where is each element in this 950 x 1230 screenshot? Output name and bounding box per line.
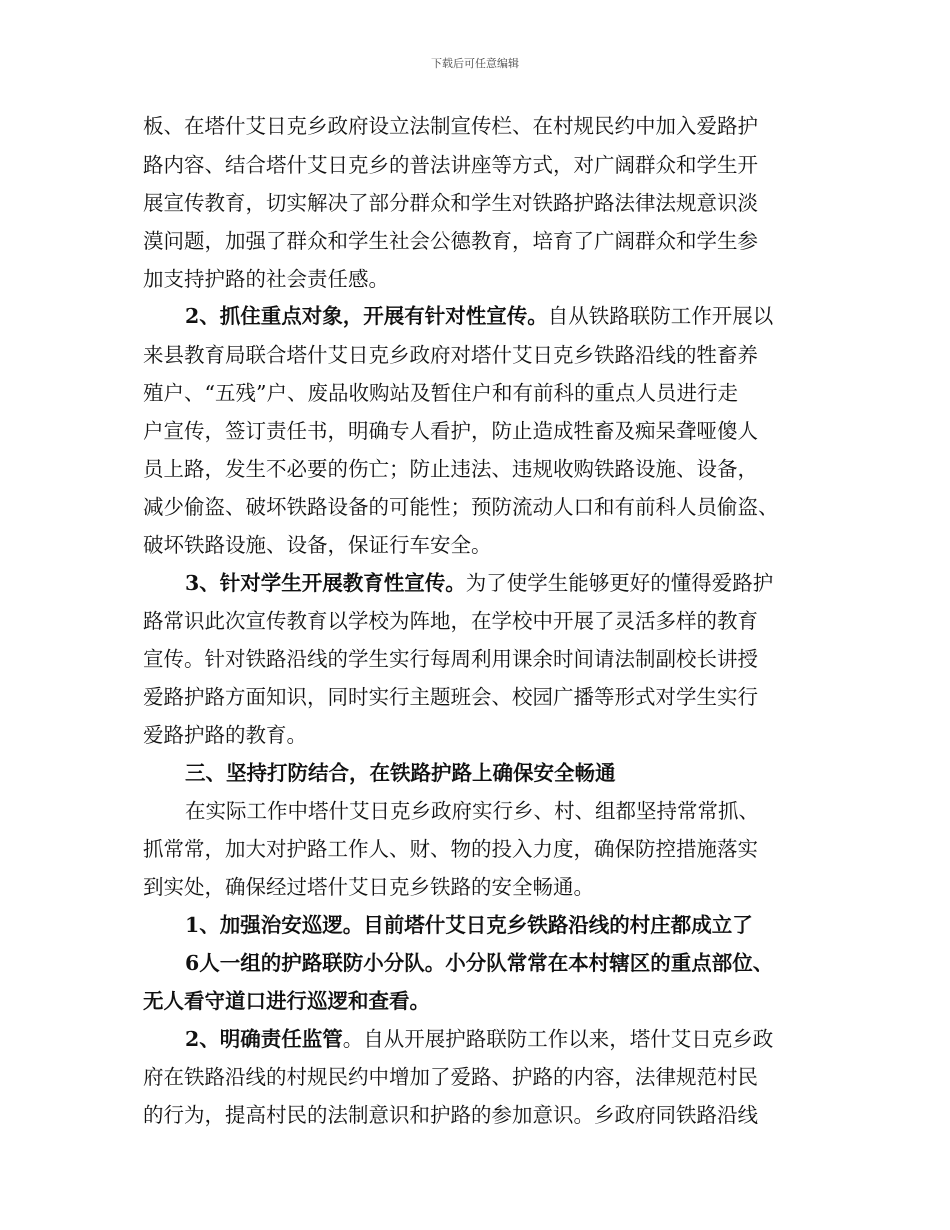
paragraph-text: 自从铁路联防工作开展以 — [547, 304, 774, 328]
paragraph-text: 为了使学生能够更好的懂得爱路护 — [465, 571, 774, 595]
paragraph-heading: 3、针对学生开展教育性宣传。 — [185, 571, 466, 595]
text-line: 户宣传，签订责任书，明确专人看护，防止造成牲畜及痴呆聋哑傻人 — [143, 419, 758, 443]
text-line: 爱路护路的教育。 — [143, 723, 307, 747]
text-line: 板、在塔什艾日克乡政府设立法制宣传栏、在村规民约中加入爱路护 — [143, 114, 758, 138]
text-line: 抓常常，加大对护路工作人、财、物的投入力度，确保防控措施落实 — [143, 837, 758, 861]
text-line: 来县教育局联合塔什艾日克乡政府对塔什艾日克乡铁路沿线的牲畜养 — [143, 343, 758, 367]
section-heading: 三、坚持打防结合，在铁路护路上确保安全畅通 — [185, 761, 616, 785]
paragraph-first-line — [185, 306, 773, 327]
text-line: 破坏铁路设施、设备，保证行车安全。 — [143, 533, 492, 557]
text-line: 加支持护路的社会责任感。 — [143, 267, 389, 291]
paragraph-heading: 2、抓住重点对象，开展有针对性宣传。 — [185, 304, 548, 328]
bold-text-line: 无人看守道口进行巡逻和查看。 — [143, 989, 430, 1013]
text-line: 到实处，确保经过塔什艾日克乡铁路的安全畅通。 — [143, 875, 594, 899]
text-line: 殖户、“五残”户、废品收购站及暂住户和有前科的重点人员进行走 — [143, 381, 738, 405]
text-line: 在实际工作中塔什艾日克乡政府实行乡、村、组都坚持常常抓、 — [185, 799, 759, 823]
text-line: 路常识此次宣传教育以学校为阵地，在学校中开展了灵活多样的教育 — [143, 609, 758, 633]
text-line: 的行为，提高村民的法制意识和护路的参加意识。乡政府同铁路沿线 — [143, 1103, 758, 1127]
text-line: 展宣传教育，切实解决了部分群众和学生对铁路护路法律法规意识淡 — [143, 191, 758, 215]
text-line: 路内容、结合塔什艾日克乡的普法讲座等方式，对广阔群众和学生开 — [143, 153, 758, 177]
text-line: 员上路，发生不必要的伤亡；防止违法、违规收购铁路设施、设备， — [143, 457, 758, 481]
paragraph-first-line — [185, 573, 773, 594]
text-line: 宣传。针对铁路沿线的学生实行每周利用课余时间请法制副校长讲授 — [143, 647, 758, 671]
text-line: 漠问题，加强了群众和学生社会公德教育，培育了广阔群众和学生参 — [143, 229, 758, 253]
bold-text-line: 6人一组的护路联防小分队。小分队常常在本村辖区的重点部位、 — [185, 951, 774, 975]
text-line: 减少偷盗、破坏铁路设备的可能性；预防流动人口和有前科人员偷盗、 — [143, 495, 779, 519]
text-line: 府在铁路沿线的村规民约中增加了爱路、护路的内容，法律规范村民 — [143, 1065, 758, 1089]
paragraph-text: 。自从开展护路联防工作以来，塔什艾日克乡政 — [342, 1027, 774, 1051]
text-line: 爱路护路方面知识，同时实行主题班会、校园广播等形式对学生实行 — [143, 685, 758, 709]
bold-text-line: 1、加强治安巡逻。目前塔什艾日克乡铁路沿线的村庄都成立了 — [185, 913, 753, 937]
paragraph-heading: 2、明确责任监管 — [185, 1027, 343, 1051]
paragraph-first-line — [185, 1029, 773, 1050]
page-header: 下载后可任意编辑 — [431, 57, 519, 70]
